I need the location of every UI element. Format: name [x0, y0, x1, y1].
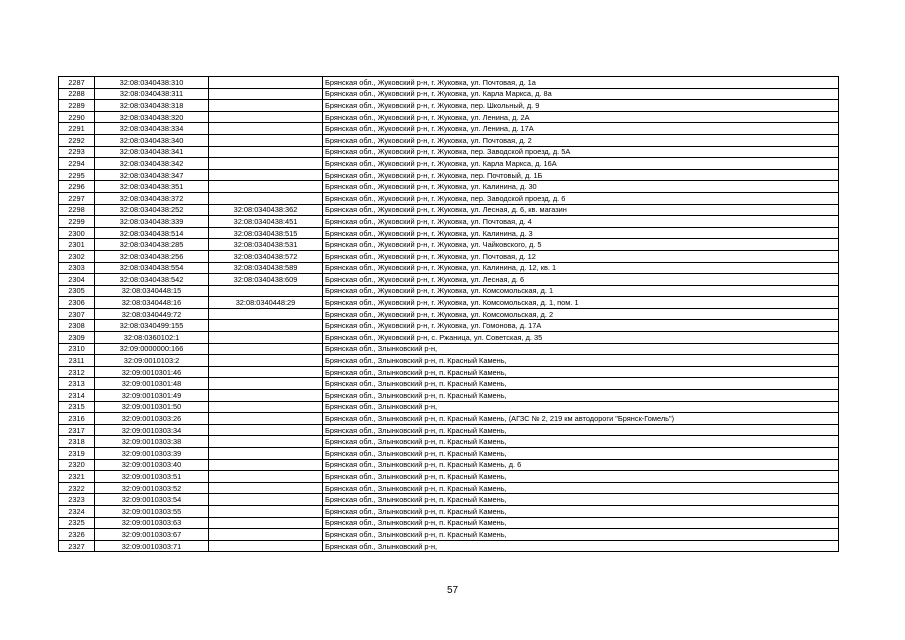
address-cell: Брянская обл., Жуковский р-н, г. Жуковка, пер. Школьный, д. 9 — [323, 100, 839, 112]
table-row — [59, 366, 839, 378]
address-cell: Брянская обл., Злынковский р-н, п. Красный Камень, д. 6 — [323, 459, 839, 471]
row-number-cell: 2323 — [59, 494, 95, 506]
related-cadastral-number-cell — [209, 134, 323, 146]
related-cadastral-number-cell: 32:08:0340438:589 — [209, 262, 323, 274]
table-row — [59, 494, 839, 506]
row-number-cell: 2292 — [59, 134, 95, 146]
related-cadastral-number-cell — [209, 100, 323, 112]
table-row — [59, 320, 839, 332]
cadastral-number-cell: 32:09:0010303:39 — [95, 448, 209, 460]
table-row — [59, 169, 839, 181]
row-number-cell: 2309 — [59, 332, 95, 344]
cadastral-number-cell: 32:08:0340438:340 — [95, 134, 209, 146]
table-row — [59, 308, 839, 320]
address-cell: Брянская обл., Жуковский р-н, г. Жуковка, ул. Ленина, д. 2А — [323, 111, 839, 123]
cadastral-number-cell: 32:09:0010303:51 — [95, 471, 209, 483]
address-cell: Брянская обл., Злынковский р-н, п. Красный Камень, — [323, 517, 839, 529]
row-number-cell: 2294 — [59, 158, 95, 170]
cadastral-number-cell: 32:08:0340438:351 — [95, 181, 209, 193]
row-number-cell: 2288 — [59, 88, 95, 100]
cadastral-number-cell: 32:08:0340438:334 — [95, 123, 209, 135]
table-row — [59, 274, 839, 286]
table-row — [59, 216, 839, 228]
cadastral-number-cell: 32:09:0010303:52 — [95, 482, 209, 494]
cadastral-number-cell: 32:08:0340499:155 — [95, 320, 209, 332]
cadastral-number-cell: 32:08:0340438:310 — [95, 77, 209, 89]
cadastral-number-cell: 32:08:0340448:15 — [95, 285, 209, 297]
table-row — [59, 297, 839, 309]
related-cadastral-number-cell — [209, 413, 323, 425]
cadastral-number-cell: 32:09:0010303:26 — [95, 413, 209, 425]
related-cadastral-number-cell — [209, 517, 323, 529]
related-cadastral-number-cell — [209, 285, 323, 297]
row-number-cell: 2318 — [59, 436, 95, 448]
related-cadastral-number-cell — [209, 332, 323, 344]
related-cadastral-number-cell: 32:08:0340438:515 — [209, 227, 323, 239]
related-cadastral-number-cell — [209, 111, 323, 123]
row-number-cell: 2308 — [59, 320, 95, 332]
table-row — [59, 77, 839, 89]
related-cadastral-number-cell — [209, 378, 323, 390]
cadastral-number-cell: 32:08:0340438:256 — [95, 250, 209, 262]
address-cell: Брянская обл., Жуковский р-н, с. Ржаница, ул. Советская, д. 35 — [323, 332, 839, 344]
table-row — [59, 146, 839, 158]
row-number-cell: 2325 — [59, 517, 95, 529]
row-number-cell: 2302 — [59, 250, 95, 262]
address-cell: Брянская обл., Злынковский р-н, — [323, 401, 839, 413]
address-cell: Брянская обл., Жуковский р-н, г. Жуковка, ул. Почтовая, д. 4 — [323, 216, 839, 228]
address-cell: Брянская обл., Жуковский р-н, г. Жуковка, ул. Почтовая, д. 12 — [323, 250, 839, 262]
address-cell: Брянская обл., Злынковский р-н, п. Красный Камень, — [323, 366, 839, 378]
cadastral-number-cell: 32:08:0340438:341 — [95, 146, 209, 158]
related-cadastral-number-cell — [209, 366, 323, 378]
cadastral-number-cell: 32:09:0010301:48 — [95, 378, 209, 390]
cadastral-number-cell: 32:08:0340438:542 — [95, 274, 209, 286]
related-cadastral-number-cell — [209, 343, 323, 355]
cadastral-number-cell: 32:08:0340438:318 — [95, 100, 209, 112]
address-cell: Брянская обл., Жуковский р-н, г. Жуковка, ул. Лесная, д. 6, кв. магазин — [323, 204, 839, 216]
related-cadastral-number-cell — [209, 181, 323, 193]
cadastral-number-cell: 32:08:0340438:339 — [95, 216, 209, 228]
cadastral-number-cell: 32:08:0360102:1 — [95, 332, 209, 344]
address-cell: Брянская обл., Злынковский р-н, п. Красный Камень, — [323, 529, 839, 541]
address-cell: Брянская обл., Жуковский р-н, г. Жуковка, ул. Ленина, д. 17А — [323, 123, 839, 135]
related-cadastral-number-cell — [209, 88, 323, 100]
row-number-cell: 2300 — [59, 227, 95, 239]
address-cell: Брянская обл., Жуковский р-н, г. Жуковка, ул. Комсомольская, д. 1, пом. 1 — [323, 297, 839, 309]
row-number-cell: 2315 — [59, 401, 95, 413]
table-row — [59, 88, 839, 100]
table-row — [59, 134, 839, 146]
table-row — [59, 448, 839, 460]
related-cadastral-number-cell — [209, 471, 323, 483]
related-cadastral-number-cell: 32:08:0340438:609 — [209, 274, 323, 286]
address-cell: Брянская обл., Злынковский р-н, п. Красный Камень, — [323, 448, 839, 460]
table-row — [59, 111, 839, 123]
row-number-cell: 2320 — [59, 459, 95, 471]
cadastral-number-cell: 32:08:0340448:16 — [95, 297, 209, 309]
cadastral-number-cell: 32:09:0010303:54 — [95, 494, 209, 506]
row-number-cell: 2313 — [59, 378, 95, 390]
address-cell: Брянская обл., Жуковский р-н, г. Жуковка, ул. Калинина, д. 3 — [323, 227, 839, 239]
related-cadastral-number-cell — [209, 540, 323, 552]
cadastral-number-cell: 32:09:0010303:63 — [95, 517, 209, 529]
related-cadastral-number-cell — [209, 459, 323, 471]
related-cadastral-number-cell — [209, 448, 323, 460]
table-row — [59, 227, 839, 239]
table-row — [59, 100, 839, 112]
cadastral-number-cell: 32:08:0340438:554 — [95, 262, 209, 274]
cadastral-number-cell: 32:09:0010301:50 — [95, 401, 209, 413]
table-row — [59, 158, 839, 170]
address-cell: Брянская обл., Жуковский р-н, г. Жуковка, ул. Калинина, д. 12, кв. 1 — [323, 262, 839, 274]
property-register-table — [58, 76, 839, 552]
row-number-cell: 2297 — [59, 192, 95, 204]
page-number: 57 — [446, 585, 459, 596]
related-cadastral-number-cell — [209, 390, 323, 402]
related-cadastral-number-cell: 32:08:0340438:362 — [209, 204, 323, 216]
row-number-cell: 2310 — [59, 343, 95, 355]
row-number-cell: 2307 — [59, 308, 95, 320]
table-row — [59, 540, 839, 552]
address-cell: Брянская обл., Злынковский р-н, п. Красный Камень, — [323, 424, 839, 436]
related-cadastral-number-cell — [209, 158, 323, 170]
row-number-cell: 2293 — [59, 146, 95, 158]
address-cell: Брянская обл., Жуковский р-н, г. Жуковка, пер. Заводской проезд, д. 5А — [323, 146, 839, 158]
row-number-cell: 2304 — [59, 274, 95, 286]
cadastral-number-cell: 32:08:0340438:372 — [95, 192, 209, 204]
row-number-cell: 2289 — [59, 100, 95, 112]
cadastral-number-cell: 32:08:0340449:72 — [95, 308, 209, 320]
row-number-cell: 2321 — [59, 471, 95, 483]
table-row — [59, 239, 839, 251]
address-cell: Брянская обл., Жуковский р-н, г. Жуковка, ул. Карла Маркса, д. 16А — [323, 158, 839, 170]
address-cell: Брянская обл., Злынковский р-н, п. Красный Камень, — [323, 494, 839, 506]
address-cell: Брянская обл., Жуковский р-н, г. Жуковка, ул. Комсомольская, д. 2 — [323, 308, 839, 320]
address-cell: Брянская обл., Жуковский р-н, г. Жуковка, пер. Почтовый, д. 1Б — [323, 169, 839, 181]
address-cell: Брянская обл., Жуковский р-н, г. Жуковка, ул. Чайковского, д. 5 — [323, 239, 839, 251]
cadastral-number-cell: 32:09:0010303:71 — [95, 540, 209, 552]
address-cell: Брянская обл., Злынковский р-н, п. Красный Камень, — [323, 355, 839, 367]
row-number-cell: 2305 — [59, 285, 95, 297]
cadastral-number-cell: 32:08:0340438:347 — [95, 169, 209, 181]
table-row — [59, 123, 839, 135]
cadastral-number-cell: 32:08:0340438:285 — [95, 239, 209, 251]
row-number-cell: 2306 — [59, 297, 95, 309]
address-cell: Брянская обл., Злынковский р-н, — [323, 343, 839, 355]
related-cadastral-number-cell: 32:08:0340438:572 — [209, 250, 323, 262]
related-cadastral-number-cell — [209, 320, 323, 332]
row-number-cell: 2314 — [59, 390, 95, 402]
row-number-cell: 2287 — [59, 77, 95, 89]
cadastral-number-cell: 32:09:0010301:46 — [95, 366, 209, 378]
related-cadastral-number-cell — [209, 482, 323, 494]
related-cadastral-number-cell — [209, 123, 323, 135]
row-number-cell: 2301 — [59, 239, 95, 251]
address-cell: Брянская обл., Жуковский р-н, г. Жуковка, ул. Почтовая, д. 1а — [323, 77, 839, 89]
register-table-body — [59, 77, 839, 552]
row-number-cell: 2316 — [59, 413, 95, 425]
cadastral-number-cell: 32:09:0010301:49 — [95, 390, 209, 402]
address-cell: Брянская обл., Злынковский р-н, п. Красный Камень, — [323, 505, 839, 517]
address-cell: Брянская обл., Жуковский р-н, г. Жуковка, ул. Калинина, д. 30 — [323, 181, 839, 193]
address-cell: Брянская обл., Злынковский р-н, п. Красный Камень, (АГЗС № 2, 219 км автодороги "Брянск-Гомель") — [323, 413, 839, 425]
address-cell: Брянская обл., Злынковский р-н, п. Красный Камень, — [323, 390, 839, 402]
table-row — [59, 517, 839, 529]
cadastral-number-cell: 32:08:0340438:311 — [95, 88, 209, 100]
table-row — [59, 436, 839, 448]
address-cell: Брянская обл., Злынковский р-н, п. Красный Камень, — [323, 436, 839, 448]
table-row — [59, 192, 839, 204]
address-cell: Брянская обл., Злынковский р-н, п. Красный Камень, — [323, 471, 839, 483]
row-number-cell: 2303 — [59, 262, 95, 274]
table-row — [59, 332, 839, 344]
related-cadastral-number-cell — [209, 505, 323, 517]
cadastral-number-cell: 32:08:0340438:320 — [95, 111, 209, 123]
related-cadastral-number-cell: 32:08:0340438:531 — [209, 239, 323, 251]
related-cadastral-number-cell — [209, 494, 323, 506]
cadastral-number-cell: 32:08:0340438:342 — [95, 158, 209, 170]
row-number-cell: 2317 — [59, 424, 95, 436]
table-row — [59, 482, 839, 494]
table-row — [59, 401, 839, 413]
cadastral-number-cell: 32:09:0010303:55 — [95, 505, 209, 517]
address-cell: Брянская обл., Злынковский р-н, п. Красный Камень, — [323, 482, 839, 494]
related-cadastral-number-cell — [209, 146, 323, 158]
related-cadastral-number-cell: 32:08:0340438:451 — [209, 216, 323, 228]
table-row — [59, 285, 839, 297]
row-number-cell: 2312 — [59, 366, 95, 378]
row-number-cell: 2291 — [59, 123, 95, 135]
table-row — [59, 343, 839, 355]
row-number-cell: 2296 — [59, 181, 95, 193]
table-row — [59, 390, 839, 402]
row-number-cell: 2326 — [59, 529, 95, 541]
address-cell: Брянская обл., Жуковский р-н, г. Жуковка, ул. Гомонова, д. 17А — [323, 320, 839, 332]
related-cadastral-number-cell — [209, 192, 323, 204]
cadastral-number-cell: 32:09:0000000:166 — [95, 343, 209, 355]
row-number-cell: 2324 — [59, 505, 95, 517]
related-cadastral-number-cell — [209, 77, 323, 89]
cadastral-number-cell: 32:08:0340438:252 — [95, 204, 209, 216]
table-row — [59, 378, 839, 390]
related-cadastral-number-cell — [209, 355, 323, 367]
row-number-cell: 2327 — [59, 540, 95, 552]
table-row — [59, 413, 839, 425]
address-cell: Брянская обл., Жуковский р-н, г. Жуковка, ул. Карла Маркса, д. 8а — [323, 88, 839, 100]
cadastral-number-cell: 32:09:0010103:2 — [95, 355, 209, 367]
address-cell: Брянская обл., Злынковский р-н, п. Красный Камень, — [323, 378, 839, 390]
table-row — [59, 459, 839, 471]
related-cadastral-number-cell — [209, 529, 323, 541]
table-row — [59, 529, 839, 541]
table-row — [59, 505, 839, 517]
related-cadastral-number-cell — [209, 169, 323, 181]
related-cadastral-number-cell — [209, 308, 323, 320]
table-row — [59, 355, 839, 367]
table-row — [59, 471, 839, 483]
cadastral-number-cell: 32:09:0010303:38 — [95, 436, 209, 448]
address-cell: Брянская обл., Жуковский р-н, г. Жуковка, ул. Почтовая, д. 2 — [323, 134, 839, 146]
row-number-cell: 2322 — [59, 482, 95, 494]
related-cadastral-number-cell: 32:08:0340448:29 — [209, 297, 323, 309]
address-cell: Брянская обл., Жуковский р-н, г. Жуковка, ул. Комсомольская, д. 1 — [323, 285, 839, 297]
table-row — [59, 181, 839, 193]
table-row — [59, 250, 839, 262]
table-row — [59, 424, 839, 436]
address-cell: Брянская обл., Жуковский р-н, г. Жуковка, пер. Заводской проезд, д. 6 — [323, 192, 839, 204]
address-cell: Брянская обл., Жуковский р-н, г. Жуковка, ул. Лесная, д. 6 — [323, 274, 839, 286]
row-number-cell: 2319 — [59, 448, 95, 460]
related-cadastral-number-cell — [209, 424, 323, 436]
table-row — [59, 204, 839, 216]
cadastral-number-cell: 32:09:0010303:34 — [95, 424, 209, 436]
row-number-cell: 2299 — [59, 216, 95, 228]
related-cadastral-number-cell — [209, 436, 323, 448]
cadastral-number-cell: 32:09:0010303:40 — [95, 459, 209, 471]
cadastral-number-cell: 32:08:0340438:514 — [95, 227, 209, 239]
row-number-cell: 2311 — [59, 355, 95, 367]
cadastral-number-cell: 32:09:0010303:67 — [95, 529, 209, 541]
row-number-cell: 2295 — [59, 169, 95, 181]
table-row — [59, 262, 839, 274]
address-cell: Брянская обл., Злынковский р-н, — [323, 540, 839, 552]
row-number-cell: 2298 — [59, 204, 95, 216]
related-cadastral-number-cell — [209, 401, 323, 413]
row-number-cell: 2290 — [59, 111, 95, 123]
